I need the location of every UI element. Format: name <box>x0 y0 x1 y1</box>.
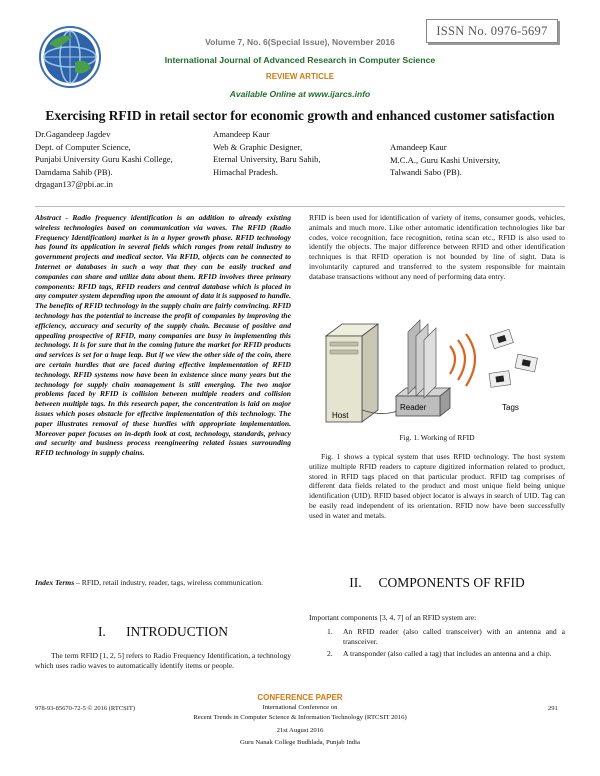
author-line: Punjabi University Guru Kashi College, <box>35 154 173 165</box>
author-email[interactable]: drgagan137@pbi.ac.in <box>35 179 113 190</box>
author-line: M.C.A., Guru Kashi University, <box>390 154 501 165</box>
components-intro: Important components [3, 4, 7] of an RFID system are: <box>309 613 477 622</box>
abstract: Abstract - Radio frequency identification is an addition to already existing wireless technologies based on communication via waves. The RFID (Radio Frequency Identification) market is in a hyper growth phase. RFID technology has found its application in several fields which ranges from retail industry to government projects and medical sector. Via RFID, objects can be connected to Internet or databases in such a way that they can be easily tracked and companies can share and utilize data about them. RFID involves three primary components: RFID tags, RFID readers and central database which is placed in any computer system depending upon the amount of data it is supposed to handle. The benefits of RFID technology in the supply chain are fairly convincing. RFID technology has the potential to increase the profit of companies by improving the efficiency, accuracy and security of the supply chain. Because of positive and appealing prospective of RFID, many companies are busy in implementing this technology. It is for sure that in the coming future the market for RFID products and services is set for a huge leap. But if we view the other side of the coin, there are certain hurdles that are faced during effective implementation of RFID technology. RFID systems now have been in existence since many years but the technology for supply chain management is still emerging. The two major problems faced by RFID is collision between multiple readers and collision between multiple tags. In this research paper, the concentration is laid on major issues which poses obstacle for effective implementation of this technology. The paper illustrates removal of these hurdles with appropriate implementation. Moreover paper focuses on in-depth look at cost, technology, standards, privacy and security and business process reengineering related issues surrounding RFID technology in supply chains. <box>35 213 291 458</box>
list-item-number: 1. <box>327 627 333 636</box>
author-line: Damdama Sahib (PB). <box>35 166 113 177</box>
author-line: Amandeep Kaur <box>213 129 270 139</box>
author-line: Eternal University, Baru Sahib, <box>213 154 321 165</box>
conference-line-1: International Conference on <box>262 704 338 711</box>
index-terms <box>35 578 291 588</box>
author-line: Himachal Pradesh. <box>213 166 278 177</box>
right-paragraph-2 <box>309 452 565 521</box>
author-line: Dr.Gagandeep Jagdev <box>35 129 111 139</box>
index-terms-label: Index Terms <box>35 578 75 587</box>
header-divider <box>35 206 565 207</box>
tags-label: Tags <box>502 403 519 412</box>
author-line: Dept. of Computer Science, <box>35 141 131 152</box>
right-paragraph-2-text: Fig. 1 shows a typical system that uses RFID technology. The host system utilize multiple RFID readers to capture digitized information related to product, stored in RFID tags placed on that particular product. RFID tag comprises of different data fields related to the product and most unique field being unique identification (UID). RFID based object locator is always in search of UID. Tag can be easily read independent of its orientation. RFID now have been successfully used in water and metals. <box>309 452 565 520</box>
journal-name: International Journal of Advanced Research in Computer Science <box>164 55 436 65</box>
right-paragraph-1: RFID is been used for identification of variety of items, consumer goods, vehicles, animals and much more. Like other automatic identification technologies like bar codes, voice recognition, face recognition, retina scan etc., RFID is also used to identify the objects. The major difference between RFID and other identification techniques is that RFID operation is not bounded by line of sight. Data is involuntarily captured and transferred to the system responsible for maintain database transactions without any need of performing data entry. <box>309 213 565 281</box>
section-title: COMPONENTS OF RFID <box>378 575 525 590</box>
isbn: 978-93-85670-72-5 © 2016 (RTCSIT) <box>35 705 136 712</box>
volume-info: Volume 7, No. 6(Special Issue), November 2016 <box>205 37 395 47</box>
section-heading-introduction <box>35 624 291 640</box>
intro-paragraph <box>35 651 291 671</box>
author-block-3 <box>390 141 500 179</box>
conference-line-2: Recent Trends in Computer Science & Information Technology (RTCSIT 2016) <box>193 714 407 721</box>
author-line: Web & Graphic Designer, <box>213 141 303 152</box>
host-label: Host <box>332 411 349 420</box>
section-title: INTRODUCTION <box>126 624 229 639</box>
conference-date: 21st August 2016 <box>276 727 324 734</box>
list-item-text: A transponder (also called a tag) that includes an antenna and a chip. <box>343 648 552 658</box>
author-line: Talwandi Sabo (PB). <box>390 167 462 178</box>
intro-text: The term RFID [1, 2, 5] refers to Radio Frequency Identification, a technology which uses radio waves to automatically identify items or people. <box>35 651 291 670</box>
rfid-figure <box>316 314 560 426</box>
conference-label: CONFERENCE PAPER <box>257 693 343 702</box>
conference-venue: Guru Nanak College Budhlada, Punjab India <box>240 739 360 746</box>
index-terms-text: – RFID, retail industry, reader, tags, wireless communication. <box>74 578 263 587</box>
paper-title: Exercising RFID in retail sector for economic growth and enhanced customer satisfaction <box>45 108 555 123</box>
list-item <box>327 649 565 659</box>
article-type: REVIEW ARTICLE <box>265 72 335 81</box>
section-number: II. <box>349 575 362 590</box>
page-number: 291 <box>548 705 558 712</box>
author-line: Amandeep Kaur <box>390 142 447 152</box>
components-list <box>327 627 565 658</box>
reader-label: Reader <box>400 403 427 412</box>
section-number: I. <box>97 624 106 639</box>
figure-caption: Fig. 1. Working of RFID <box>399 433 475 442</box>
list-item-text: An RFID reader (also called transceiver) with an antenna and a transceiver. <box>343 627 565 646</box>
issn-box: ISSN No. 0976-5697 <box>426 19 558 43</box>
available-online[interactable]: Available Online at www.ijarcs.info <box>229 89 371 99</box>
section-heading-components <box>309 575 565 591</box>
list-item <box>327 627 565 647</box>
author-block-2 <box>213 128 321 178</box>
list-item-number: 2. <box>327 648 333 658</box>
author-block-1 <box>35 128 173 191</box>
